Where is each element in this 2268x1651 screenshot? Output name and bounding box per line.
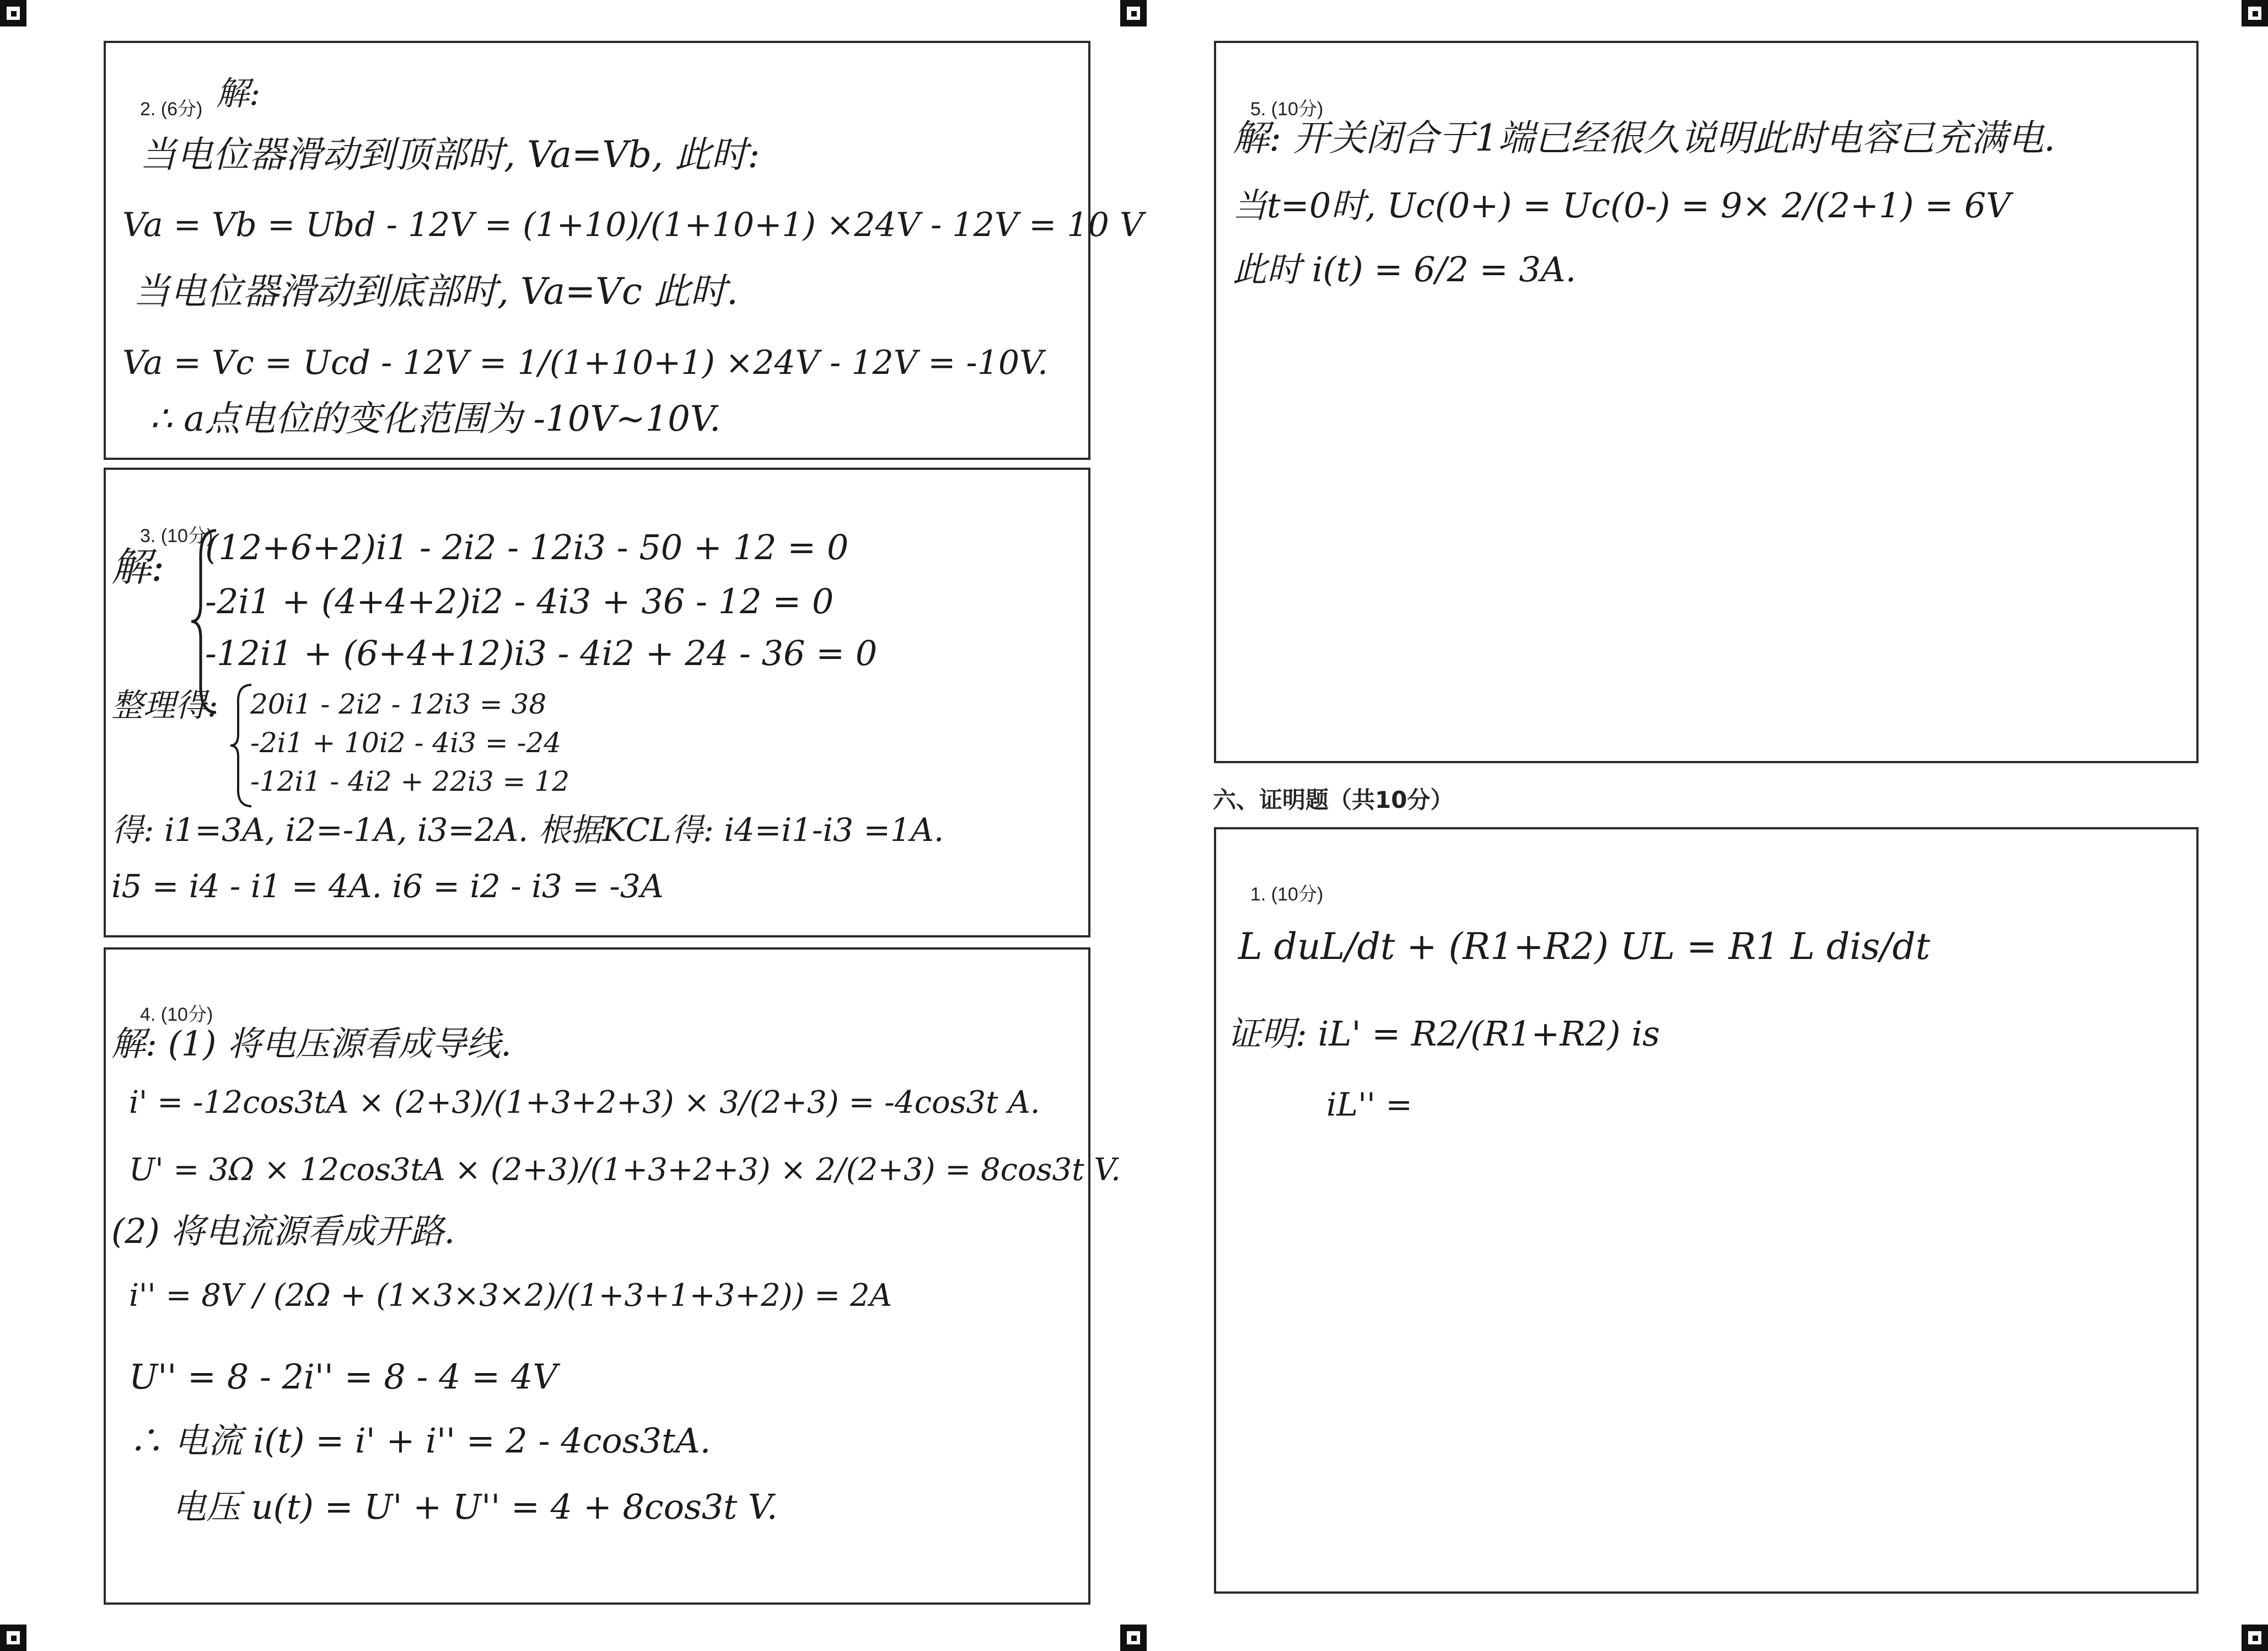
handwritten-line: 20i1 - 2i2 - 12i3 = 38 — [250, 688, 547, 720]
handwritten-line: -2i1 + (4+4+2)i2 - 4i3 + 36 - 12 = 0 — [205, 581, 834, 621]
handwritten-line: U'' = 8 - 2i'' = 8 - 4 = 4V — [129, 1357, 558, 1397]
handwritten-line: 此时 i(t) = 6/2 = 3A. — [1233, 249, 1577, 290]
handwritten-line: 证明: iL' = R2/(R1+R2) is — [1227, 1014, 1660, 1054]
handwritten-line: i'' = 8V / (2Ω + (1×3×3×2)/(1+3+1+3+2)) = 2A — [129, 1278, 893, 1314]
answer-box-q3 — [104, 468, 1090, 937]
handwritten-line: (12+6+2)i1 - 2i2 - 12i3 - 50 + 12 = 0 — [205, 527, 849, 567]
registration-marker — [2242, 1625, 2268, 1651]
question-number: 3. (10分) — [140, 526, 213, 546]
handwritten-line: 解: 开关闭合于1端已经很久说明此时电容已充满电. — [1233, 117, 2056, 159]
registration-marker — [0, 1625, 26, 1651]
registration-marker — [1120, 1625, 1147, 1651]
answer-box-q2 — [104, 41, 1144, 460]
handwritten-line: 当电位器滑动到底部时, Va=Vc 此时. — [133, 270, 738, 313]
question-number: 5. (10分) — [1250, 99, 1324, 120]
question-number: 2. (6分) — [140, 99, 203, 120]
handwritten-line: (2) 将电流源看成开路. — [111, 1211, 455, 1251]
handwritten-line: -12i1 + (6+4+12)i3 - 4i2 + 24 - 36 = 0 — [205, 633, 878, 673]
handwritten-line: i' = -12cos3tA × (2+3)/(1+3+2+3) × 3/(2+3) = -4cos3t A. — [129, 1085, 1040, 1121]
question-number: 1. (10分) — [1250, 884, 1324, 905]
handwritten-line: iL'' = — [1326, 1086, 1412, 1123]
handwritten-line: i5 = i4 - i1 = 4A. i6 = i2 - i3 = -3A — [111, 867, 664, 905]
handwritten-line: -2i1 + 10i2 - 4i3 = -24 — [250, 727, 562, 759]
handwritten-line: ∴ 电流 i(t) = i' + i'' = 2 - 4cos3tA. — [129, 1420, 711, 1461]
handwritten-line: 解: — [216, 74, 261, 113]
handwritten-line: Va = Vb = Ubd - 12V = (1+10)/(1+10+1) ×24V - 12V = 10 V — [122, 206, 1144, 244]
handwritten-line: 当t=0时, Uc(0+) = Uc(0-) = 9× 2/(2+1) = 6V — [1233, 185, 2011, 226]
answer-box-q5 — [1214, 41, 2199, 763]
handwritten-line: Va = Vc = Ucd - 12V = 1/(1+10+1) ×24V - 12V = -10V. — [122, 344, 1048, 382]
answer-box-q4 — [104, 947, 1121, 1605]
handwritten-line: 解: (1) 将电压源看成导线. — [111, 1023, 512, 1064]
handwritten-line: ∴ a点电位的变化范围为 -10V~10V. — [150, 399, 721, 439]
handwritten-line: 当电位器滑动到顶部时, Va=Vb, 此时: — [140, 133, 760, 176]
registration-marker — [2242, 0, 2268, 26]
handwritten-line: U' = 3Ω × 12cos3tA × (2+3)/(1+3+2+3) × 2/(2+3) = 8cos3t V. — [129, 1152, 1121, 1188]
handwritten-line: L duL/dt + (R1+R2) UL = R1 L dis/dt — [1238, 925, 1931, 968]
question-number: 4. (10分) — [140, 1004, 213, 1025]
registration-marker — [0, 0, 26, 26]
section-title: 六、证明题（共10分） — [1213, 786, 1454, 813]
registration-marker — [1120, 0, 1147, 26]
answer-box-proof-1 — [1214, 827, 2199, 1594]
handwritten-line: 得: i1=3A, i2=-1A, i3=2A. 根据KCL得: i4=i1-i3 =1A. — [111, 811, 944, 849]
handwritten-line: 电压 u(t) = U' + U'' = 4 + 8cos3t V. — [172, 1487, 778, 1527]
handwritten-line: 解: — [111, 544, 165, 590]
handwritten-line: -12i1 - 4i2 + 22i3 = 12 — [250, 765, 570, 797]
handwritten-line: 整理得: — [111, 687, 218, 724]
